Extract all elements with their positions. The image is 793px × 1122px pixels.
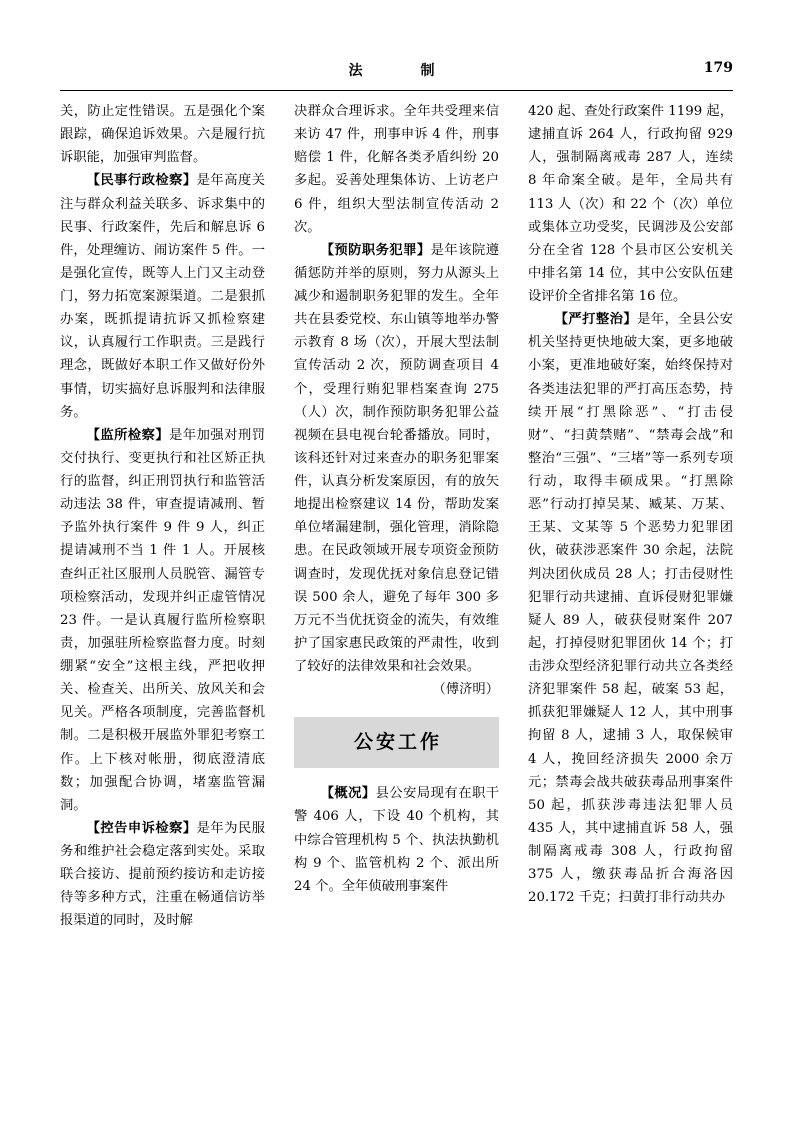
paragraph-text: 是年，全县公安机关坚持更快地破大案，更多地破小案，更准地破好案，始终保持对各类违法犯罪的严打高压态势，持续开展“打黑除恶”、“打击侵财”、“扫黄禁赌”、“禁毒会战”和整治“三强”、“三堵”等一系列专项行动，取得丰硕成果。“打黑除恶”行动打掉吴某、臧某、万某、王某、文某等 5 个恶势力犯罪团伙，破获涉恶案件 30 余起，法院判决团伙成员 28 人；打击侵财性犯罪行动共逮捕、直诉侵财犯罪嫌疑人 89 人，破获侵财案件 207 起，打掉侵财犯罪团伙 14 个；打击涉众型经济犯罪行动共立各类经济犯罪案件 58 起，破案 53 起，抓获犯罪嫌疑人 12 人，其中刑事拘留 8 人，逮捕 3 人，取保候审 4 人，挽回经济损失 2000 余万元；禁毒会战共破获毒品刑事案件 50 起，抓获涉毒违法犯罪人员 435 人，其中逮捕直诉 58 人，强制隔离戒毒 308 人，行政拘留 375 人，缴获毒品折合海洛因 20.172 千克；扫黄打非行动共办: [528, 312, 734, 906]
paragraph-lead: 【民事行政检察】: [86, 173, 197, 189]
paragraph: [294, 678, 499, 701]
paragraph: [294, 239, 499, 678]
paragraph: [294, 782, 499, 898]
paragraph-text: 是年为民服务和维护社会稳定落到实处。采取联合接访、提前预约接访和走访接待等多种方式，注重在畅通信访举报渠道的同时，及时解: [60, 820, 266, 929]
paragraph-text: 是年加强对刑罚交付执行、变更执行和社区矫正执行的监督，纠正刑罚执行和监管活动违法 38 件，审查提请减刑、暂予监外执行案件 9 件 9 人，纠正提请减刑不当 1 件 1 人。开展核查纠正社区服刑人员脱管、漏管专项检察活动，发现并纠正虚管情况 23 件。一是认真履行监所检察职责，加强驻所检察监督力度。时刻绷紧“安全”这根主线，严把收押关、检查关、出所关、放风关和会见关。严格各项制度，完善监督机制。二是积极开展监外罪犯考察工作。上下核对帐册，彻底澄清底数；加强配合协调，堵塞监管漏洞。: [60, 427, 266, 813]
paragraph: [60, 817, 265, 933]
paragraph: [294, 100, 499, 239]
page-number: 179: [703, 60, 733, 76]
paragraph-text: （傅济明）: [432, 682, 499, 698]
paragraph-lead: 【预防职务犯罪】: [320, 242, 431, 258]
paragraph-text: 关，防止定性错误。五是强化个案跟踪，确保追诉效果。六是履行抗诉职能，加强审判监督。: [60, 104, 265, 166]
header-divider: [60, 90, 733, 91]
paragraph-lead: 【严打整治】: [554, 312, 638, 328]
paragraph-text: 是年高度关注与群众利益关联多、诉求集中的民事、行政案件，先后和解息诉 6 件，处理缠访、闹访案件 5 件。一是强化宣传，既等人上门又主动登门，努力拓宽案源渠道。二是狠抓办案，既抓提请抗诉又抓检察建议，认真履行工作职责。三是践行理念，既做好本职工作又做好份外事情，切实搞好息诉服判和法律服务。: [60, 173, 266, 420]
article-columns: [60, 100, 733, 1060]
column-right: [528, 100, 733, 1060]
paragraph-lead: 【控告申诉检察】: [86, 820, 197, 836]
section-heading: 公安工作: [294, 717, 499, 768]
paragraph-text: 县公安局现有在职干警 406 人，下设 40 个机构，其中综合管理机构 5 个、执法执勤机构 9 个、监管机构 2 个、派出所 24 个。全年侦破刑事案件: [294, 786, 500, 894]
column-left: [60, 100, 265, 1060]
paragraph-lead: 【概况】: [320, 786, 376, 802]
paragraph-text: 420 起、查处行政案件 1199 起，逮捕直诉 264 人，行政拘留 929 人，强制隔离戒毒 287 人，连续 8 年命案全破。是年，全局共有 113 人（次）和 22 个（次）单位或集体立功受奖，民调涉及公安部分在全省 128 个县市区公安机关中排名第 14 位，其中公安队伍建设评价全省排名第 16 位。: [528, 104, 733, 304]
paragraph: [60, 169, 265, 423]
paragraph-lead: 【监所检察】: [86, 427, 170, 443]
paragraph-text: 决群众合理诉求。全年共受理来信来访 47 件，刑事申诉 4 件，刑事赔偿 1 件，化解各类矛盾纠纷 20 多起。妥善处理集体访、上访老户 6 件，组织大型法制宣传活动 2 次。: [294, 104, 499, 235]
paragraph-text: 是年该院遵循惩防并举的原则，努力从源头上减少和遏制职务犯罪的发生。全年共在县委党校、东山镇等地举办警示教育 8 场（次），开展大型法制宣传活动 2 次，预防调查项目 4 个，受理行贿犯罪档案查询 275（人）次，制作预防职务犯罪公益视频在县电视台轮番播放。同时，该科还针对过来查办的职务犯罪案件，认真分析发案原因，有的放矢地提出检察建议 14 份，帮助发案单位堵漏建制，强化管理，消除隐患。在民政领域开展专项资金预防调查时，发现优抚对象信息登记错误 500 余人，避免了每年 300 多万元不当优抚资金的流失，有效维护了国家惠民政策的严肃性，收到了较好的法律效果和社会效果。: [294, 242, 500, 674]
paragraph: [528, 308, 733, 909]
paragraph: [60, 100, 265, 169]
paragraph: [528, 100, 733, 308]
header-title: 法 制: [348, 63, 445, 79]
column-center: [294, 100, 499, 1060]
paragraph: [60, 424, 265, 817]
page-header: [60, 60, 733, 90]
